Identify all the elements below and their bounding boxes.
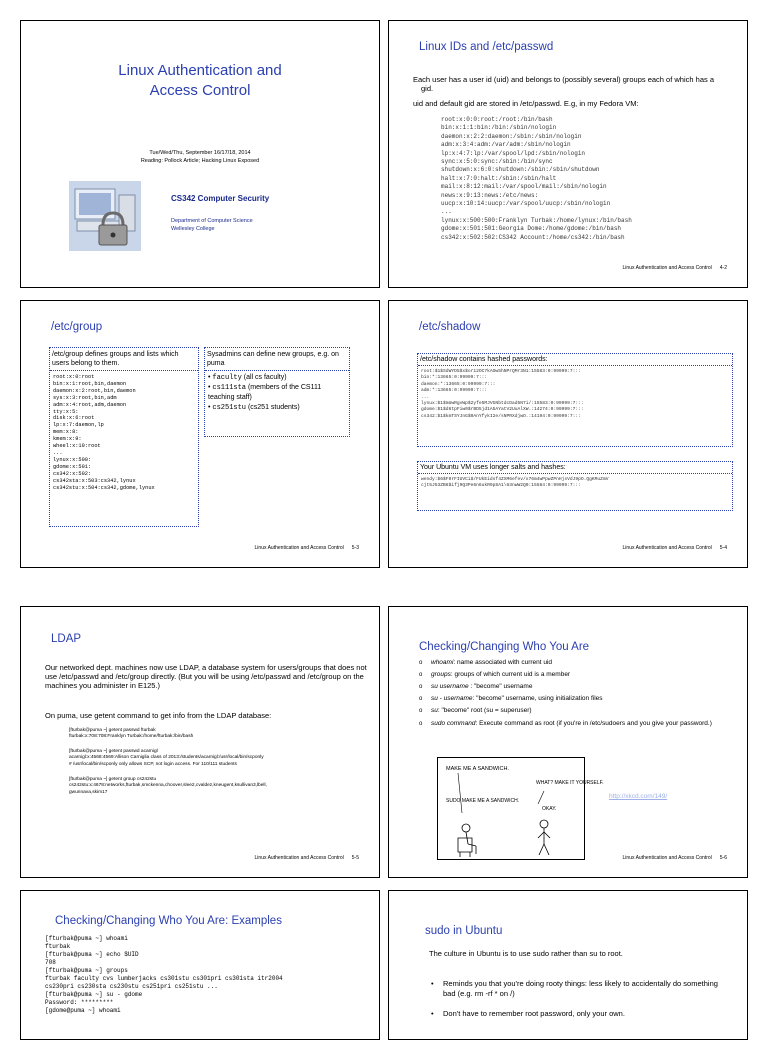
command-name: su - username: [431, 695, 473, 702]
slide-passwd: [388, 20, 748, 288]
list-item: • faculty (all cs faculty): [208, 374, 287, 382]
ldap-example-2: [fturbak@puma ~] getent passwd acarnigl acarnigl:x:4568:4569:Allison Carniglia class of 2013:/students/acarnigl:/usr/local/bin/scponly # /usr/local/bin/scponly only allows SCP, not login access. For 110/111 students: [69, 749, 264, 767]
list-item: • cs251stu (cs251 students): [208, 404, 300, 412]
slide-whoami-examples: [20, 890, 380, 1040]
list-item: • Don't have to remember root password, only your own.: [429, 1009, 729, 1019]
sysadmin-box: [204, 347, 350, 437]
command-desc: : "become" username: [468, 683, 533, 690]
sysadmin-box-head: Sysadmins can define new groups, e.g. on puma: [205, 348, 349, 371]
sudo-reasons: [429, 979, 729, 1029]
course-name: CS342 Computer Security: [171, 194, 270, 203]
slide-heading: sudo in Ubuntu: [425, 925, 503, 937]
slide-number: 4-2: [719, 265, 727, 271]
footer-text: Linux Authentication and Access Control: [622, 855, 712, 861]
footer-text: Linux Authentication and Access Control: [254, 545, 344, 551]
group-desc: (members of the CS111 teaching staff): [208, 384, 322, 401]
comic-line-3: SUDO MAKE ME A SANDWICH.: [446, 798, 520, 804]
list-item: [419, 693, 739, 705]
department-text: Department of Computer Science: [171, 218, 253, 224]
slide-number: 5-5: [351, 855, 359, 861]
slide-footer: [623, 545, 727, 551]
shadow-box: [417, 353, 733, 447]
slide-title: [20, 20, 380, 288]
slide-footer: [255, 545, 359, 551]
slide-number: 5-3: [351, 545, 359, 551]
xkcd-link[interactable]: http://xkcd.com/149/: [609, 793, 668, 800]
slide-sudo-ubuntu: [388, 890, 748, 1040]
list-item: [419, 705, 739, 717]
shadow-code: root:$1$SdWYD5$x$or12OC7kAOw5hNPrQMr3N1:15583:0:99999:7::: bin:*:13665:0:99999:7::: daemon:*:13665:0:99999:7::: adm:*:13665:0:99999:7::: ... lynux:$1$mUwRgvWp$2yfe5MJVGNbtdcDad5N7i/:15583:0:99999:7::: gdome:$1$d6tpFiw0$rBD5jd1A5AYatV2UuAlXW.:14274:0:99999:7::: cs342:$1$kmTSYJnG$0AnYfykI2e/sNPRXdjwO.:14194:0:99999:7:::: [421, 369, 584, 419]
examples-code: [fturbak@puma ~] whoami fturbak [fturbak@puma ~] echo $UID 708 [fturbak@puma ~] groups fturbak faculty cvs lumberjacks cs301stu cs301pri cs301sta itr2004 cs230pri cs230sta cs230stu cs251pri cs251stu ... [fturbak@puma ~] su - gdome Password: ********* [gdome@puma ~] whoami: [45, 935, 283, 1014]
shadow-box-head: /etc/shadow contains hashed passwords:: [418, 354, 732, 366]
ubuntu-box: [417, 461, 733, 511]
command-name: su username: [431, 683, 469, 690]
list-item: [419, 681, 739, 693]
footer-text: Linux Authentication and Access Control: [622, 265, 712, 271]
command-name: whoami: [431, 659, 454, 666]
slide-footer: [623, 855, 727, 861]
command-list: [419, 657, 739, 729]
slide-ldap: [20, 606, 380, 878]
slide-date: [21, 149, 379, 165]
list-item: [419, 717, 739, 729]
sudo-intro: The culture in Ubuntu is to use sudo rather than su to root.: [429, 949, 623, 958]
command-desc: : name associated with current uid: [453, 659, 553, 666]
group-desc: (all cs faculty): [241, 374, 287, 381]
list-item: [419, 669, 739, 681]
slide-heading: /etc/shadow: [419, 321, 481, 333]
command-name: groups: [431, 671, 451, 678]
comic-line-1: MAKE ME A SANDWICH.: [446, 766, 509, 772]
command-desc: : "become" root (su = superuser): [437, 707, 532, 714]
group-box: [49, 347, 199, 527]
slide-footer: [255, 855, 359, 861]
slide-heading: Checking/Changing Who You Are: Examples: [55, 915, 282, 927]
command-desc: : Execute command as root (if you're in /etc/sudoers and you give your password.): [475, 720, 712, 727]
group-code-name: faculty: [212, 374, 242, 382]
reading-text: Reading: Pollock Article; Hacking Linux Exposed: [140, 158, 260, 164]
group-code-name: cs251stu: [212, 404, 247, 412]
comic-drawing: [438, 758, 604, 859]
group-desc: (cs251 students): [246, 404, 300, 411]
intro2-text: uid and default gid are stored in /etc/passwd. E.g, in my Fedora VM:: [413, 99, 639, 108]
comic-line-2: WHAT? MAKE IT YOURSELF.: [536, 780, 604, 786]
slide-shadow: [388, 300, 748, 568]
list-item: • cs111sta (members of the CS111 teaching staff): [208, 384, 322, 401]
slide-group: [20, 300, 380, 568]
slide-number: 5-6: [719, 855, 727, 861]
comic-line-4: OKAY.: [542, 806, 557, 812]
slide-number: 5-4: [719, 545, 727, 551]
command-desc: : groups of which current uid is a member: [450, 671, 571, 678]
list-item: • Reminds you that you're doing rooty things: less likely to accidentally do something bad (e.g. rm -rf * on /): [429, 979, 729, 999]
slide-whoami: [388, 606, 748, 878]
ubuntu-box-head: Your Ubuntu VM uses longer salts and hashes:: [418, 462, 732, 474]
college-text: Wellesley College: [171, 226, 215, 232]
command-name: su: [431, 707, 438, 714]
group-list: [205, 371, 349, 415]
ldap-intro: Our networked dept. machines now use LDAP, a database system for users/groups that does not use /etc/passwd and /etc/group directly. (But you will be using /etc/passwd and /etc/group on the machines you administer in E125.): [45, 663, 367, 690]
slide-heading: LDAP: [51, 633, 82, 645]
ldap-example-1: [fturbak@puma ~] getent passwd fturbak fturbak:x:708:708:Franklyn Turbak:/home/fturbak:/bin/bash: [69, 728, 194, 740]
group-code: root:x:0:root bin:x:1:root,bin,daemon daemon:x:2:root,bin,daemon sys:x:3:root,bin,adm adm:x:4:root,adm,daemon tty:x:5: disk:x:6:root lp:x:7:daemon,lp mem:x:8: kmem:x:9: wheel:x:10:root ... lynux:x:500: gdome:x:501: cs342:x:502: cs342sta:x:503:cs342,lynux cs342stu:x:504:cs342,gdome,lynux: [53, 374, 155, 491]
ldap-getent: On puma, use getent command to get info from the LDAP database:: [45, 711, 272, 720]
ldap-example-3: [fturbak@puma ~] getent group cs242stu cs242stu:x:4678:networks,fturbak,smckenna,choover,slee2,cvaldez,kneugent,ksullivan3,lbell, gwunnava,skim17: [69, 777, 267, 795]
group-code-name: cs111sta: [212, 384, 247, 392]
date-text: Tue/Wed/Thu, September 16/17/18, 2014: [149, 150, 251, 156]
list-item: [419, 657, 739, 669]
slide-heading: /etc/group: [51, 321, 103, 333]
slide-heading: Checking/Changing Who You Are: [419, 641, 590, 653]
command-name: sudo command: [431, 720, 476, 727]
footer-text: Linux Authentication and Access Control: [622, 545, 712, 551]
slide-title-heading: Linux Authentication and Access Control: [118, 62, 282, 99]
footer-text: Linux Authentication and Access Control: [254, 855, 344, 861]
group-box-head: /etc/group defines groups and lists which users belong to them.: [50, 348, 198, 371]
ubuntu-code: wendy:$6$F0rFIUVCi$/FUkEidsf4ZXM6efev/x76m4wPpwZPnHjsVdJ9pO.QgKMuZmV cjt5J53ZB8$ifj9Q3Pe6n6ukR9p8A1\63nwW2Q0:15584:0:99999:7:::: [421, 477, 609, 489]
xkcd-comic: [437, 757, 604, 860]
passwd-code: root:x:0:0:root:/root:/bin/bash bin:x:1:1:bin:/bin:/sbin/nologin daemon:x:2:2:daemon:/sbin:/sbin/nologin adm:x:3:4:adm:/var/adm:/sbin/nologin lp:x:4:7:lp:/var/spool/lpd:/sbin/nologin sync:x:5:0:sync:/sbin:/bin/sync shutdown:x:6:0:shutdown:/sbin:/sbin/shutdown halt:x:7:0:halt:/sbin:/sbin/halt mail:x:8:12:mail:/var/spool/mail:/sbin/nologin news:x:9:13:news:/etc/news: uucp:x:10:14:uucp:/var/spool/uucp:/sbin/nologin ... lynux:x:500:500:Franklyn Turbak:/home/lynux:/bin/bash gdome:x:501:501:Georgia Dome:/home/gdome:/bin/bash cs342:x:502:502:CS342 Account:/home/cs342:/bin/bash: [441, 116, 632, 241]
slide-footer: [623, 265, 727, 271]
slide-heading: Linux IDs and /etc/passwd: [419, 41, 554, 53]
department: [171, 217, 253, 233]
command-desc: : "become" username, using initialization files: [472, 695, 603, 702]
intro-text: Each user has a user id (uid) and belongs to (possibly several) groups each of which has a gid.: [413, 75, 714, 93]
computer-lock-image: [69, 181, 141, 251]
